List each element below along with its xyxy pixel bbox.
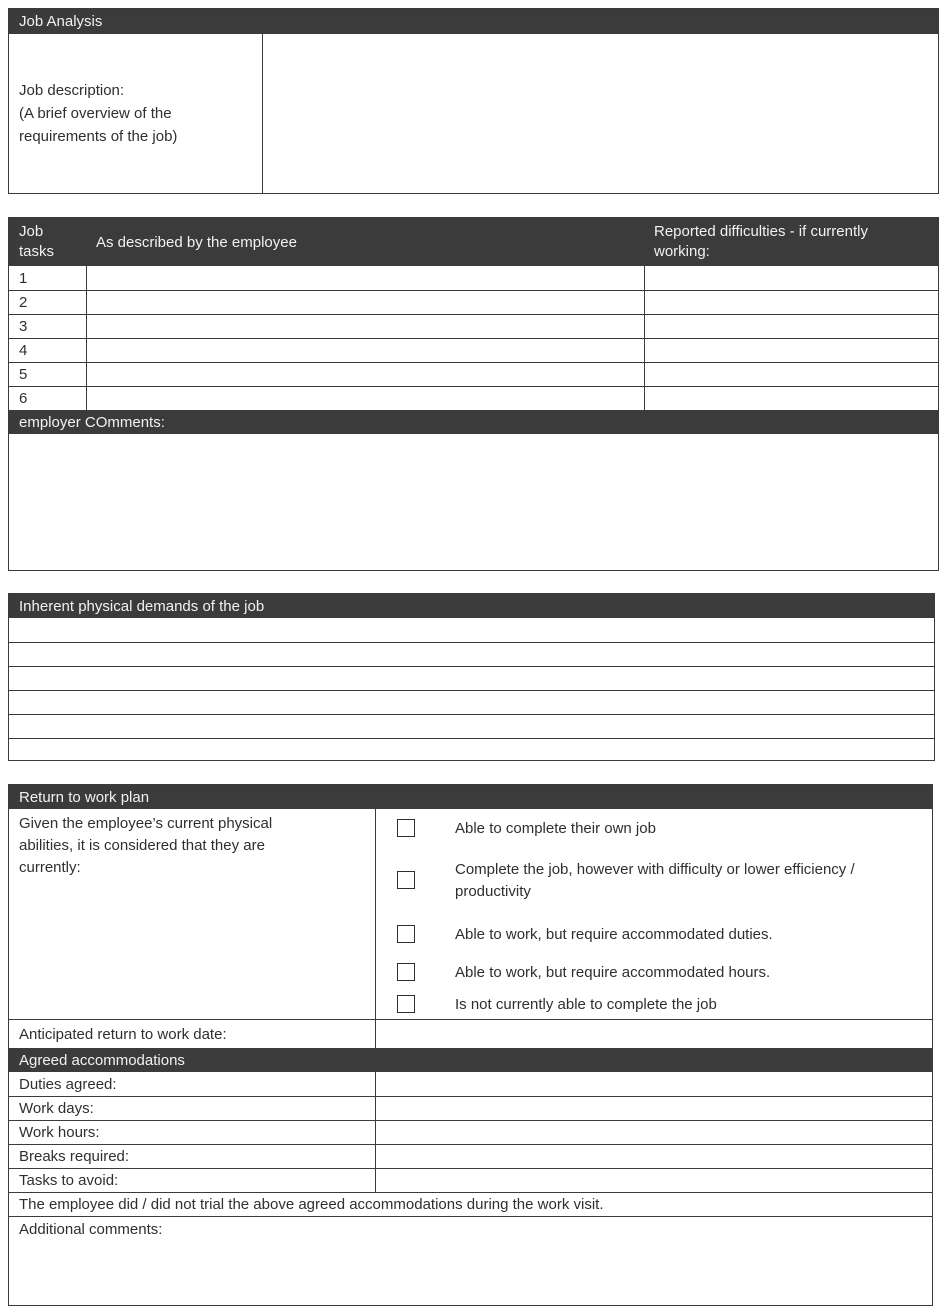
job-task-number: 4 (19, 342, 28, 359)
agreed-accommodation-field[interactable] (375, 1121, 932, 1144)
agreed-accommodation-field[interactable] (375, 1145, 932, 1168)
job-task-description-field[interactable] (86, 315, 644, 338)
job-tasks-col3-line1: Reported difficulties - if currently (654, 223, 868, 240)
checkbox-accommodated-duties[interactable] (397, 925, 415, 943)
anticipated-date-field[interactable] (375, 1020, 932, 1048)
option-accommodated-duties: Able to work, but require accommodated duties. (455, 926, 773, 943)
job-analysis-section (8, 8, 939, 194)
agreed-accommodation-row (9, 1144, 932, 1168)
job-tasks-section (8, 217, 939, 571)
job-task-number: 3 (19, 318, 28, 335)
checkbox-own-job[interactable] (397, 819, 415, 837)
job-tasks-col1-line1: Job (19, 223, 44, 240)
job-task-number: 1 (19, 269, 28, 287)
job-task-difficulty-field[interactable] (644, 266, 938, 290)
job-task-difficulty-field[interactable] (644, 315, 938, 338)
current-ability-line2: abilities, it is considered that they are (19, 837, 265, 854)
job-task-row (9, 338, 938, 362)
physical-demand-row[interactable] (9, 690, 934, 714)
option-with-difficulty: Complete the job, however with difficulty or lower efficiency / productivity (455, 861, 855, 900)
physical-demand-row[interactable] (9, 738, 934, 761)
physical-demands-section (8, 593, 935, 761)
job-tasks-col3-header (644, 222, 938, 262)
agreed-accommodation-row (9, 1168, 932, 1192)
option-own-job: Able to complete their own job (455, 820, 656, 837)
job-task-difficulty-field[interactable] (644, 387, 938, 410)
agreed-accommodations-header: Agreed accommodations (9, 1048, 932, 1072)
option-not-able: Is not currently able to complete the job (455, 996, 717, 1013)
job-description-label-line1: Job description: (19, 82, 125, 99)
current-ability-line1: Given the employee’s current physical (19, 815, 273, 832)
agreed-accommodation-field[interactable] (375, 1169, 932, 1192)
job-task-row (9, 362, 938, 386)
job-task-description-field[interactable] (86, 266, 644, 290)
job-description-label-line3: requirements of the job) (19, 128, 178, 145)
job-task-description-field[interactable] (86, 363, 644, 386)
job-task-difficulty-field[interactable] (644, 363, 938, 386)
job-description-field[interactable] (262, 34, 938, 193)
additional-comments-label[interactable]: Additional comments: (19, 1220, 163, 1238)
option-accommodated-hours: Able to work, but require accommodated hours. (455, 964, 771, 981)
physical-demand-row[interactable] (9, 618, 934, 642)
job-task-description-field[interactable] (86, 339, 644, 362)
agreed-accommodation-row (9, 1120, 932, 1144)
job-tasks-rows (9, 266, 938, 410)
agreed-accommodation-rows (9, 1072, 932, 1192)
job-tasks-col1-header (9, 222, 86, 262)
agreed-accommodation-label: Duties agreed: (19, 1075, 117, 1093)
physical-demand-row[interactable] (9, 642, 934, 666)
physical-demand-row[interactable] (9, 714, 934, 738)
return-to-work-header: Return to work plan (9, 785, 932, 809)
job-task-number: 2 (19, 294, 28, 311)
job-task-row (9, 290, 938, 314)
agreed-accommodation-label: Work days: (19, 1100, 94, 1117)
agreed-accommodation-label: Tasks to avoid: (19, 1172, 119, 1189)
job-analysis-header: Job Analysis (9, 9, 938, 33)
agreed-accommodation-field[interactable] (375, 1097, 932, 1120)
job-task-number: 5 (19, 366, 28, 383)
job-task-row (9, 314, 938, 338)
agreed-accommodation-field[interactable] (375, 1072, 932, 1096)
agreed-accommodation-row (9, 1072, 932, 1096)
job-tasks-col1-line2: tasks (19, 243, 55, 260)
job-task-difficulty-field[interactable] (644, 291, 938, 314)
job-tasks-col2-header: As described by the employee (96, 233, 297, 251)
job-task-number: 6 (19, 390, 28, 407)
job-task-description-field[interactable] (86, 291, 644, 314)
checkbox-not-able[interactable] (397, 995, 415, 1013)
current-ability-label (9, 809, 375, 1019)
ability-options (375, 809, 932, 1019)
agreed-accommodation-label: Work hours: (19, 1124, 100, 1141)
agreed-accommodation-label: Breaks required: (19, 1148, 130, 1165)
agreed-accommodation-row (9, 1096, 932, 1120)
job-description-label (9, 34, 262, 193)
anticipated-date-label: Anticipated return to work date: (19, 1025, 227, 1043)
job-tasks-header (9, 218, 938, 266)
job-tasks-col3-line2: working: (654, 243, 710, 260)
job-task-row (9, 266, 938, 290)
employer-comments-field[interactable] (9, 434, 938, 570)
employer-comments-header: employer COmments: (9, 410, 938, 434)
physical-demands-header: Inherent physical demands of the job (9, 594, 934, 618)
checkbox-accommodated-hours[interactable] (397, 963, 415, 981)
trial-statement: The employee did / did not trial the above agreed accommodations during the work visit. (19, 1196, 604, 1213)
job-description-label-line2: (A brief overview of the (19, 105, 172, 122)
job-task-description-field[interactable] (86, 387, 644, 410)
job-task-difficulty-field[interactable] (644, 339, 938, 362)
current-ability-line3: currently: (19, 859, 81, 876)
checkbox-with-difficulty[interactable] (397, 871, 415, 889)
physical-demand-row[interactable] (9, 666, 934, 690)
job-task-row (9, 386, 938, 410)
